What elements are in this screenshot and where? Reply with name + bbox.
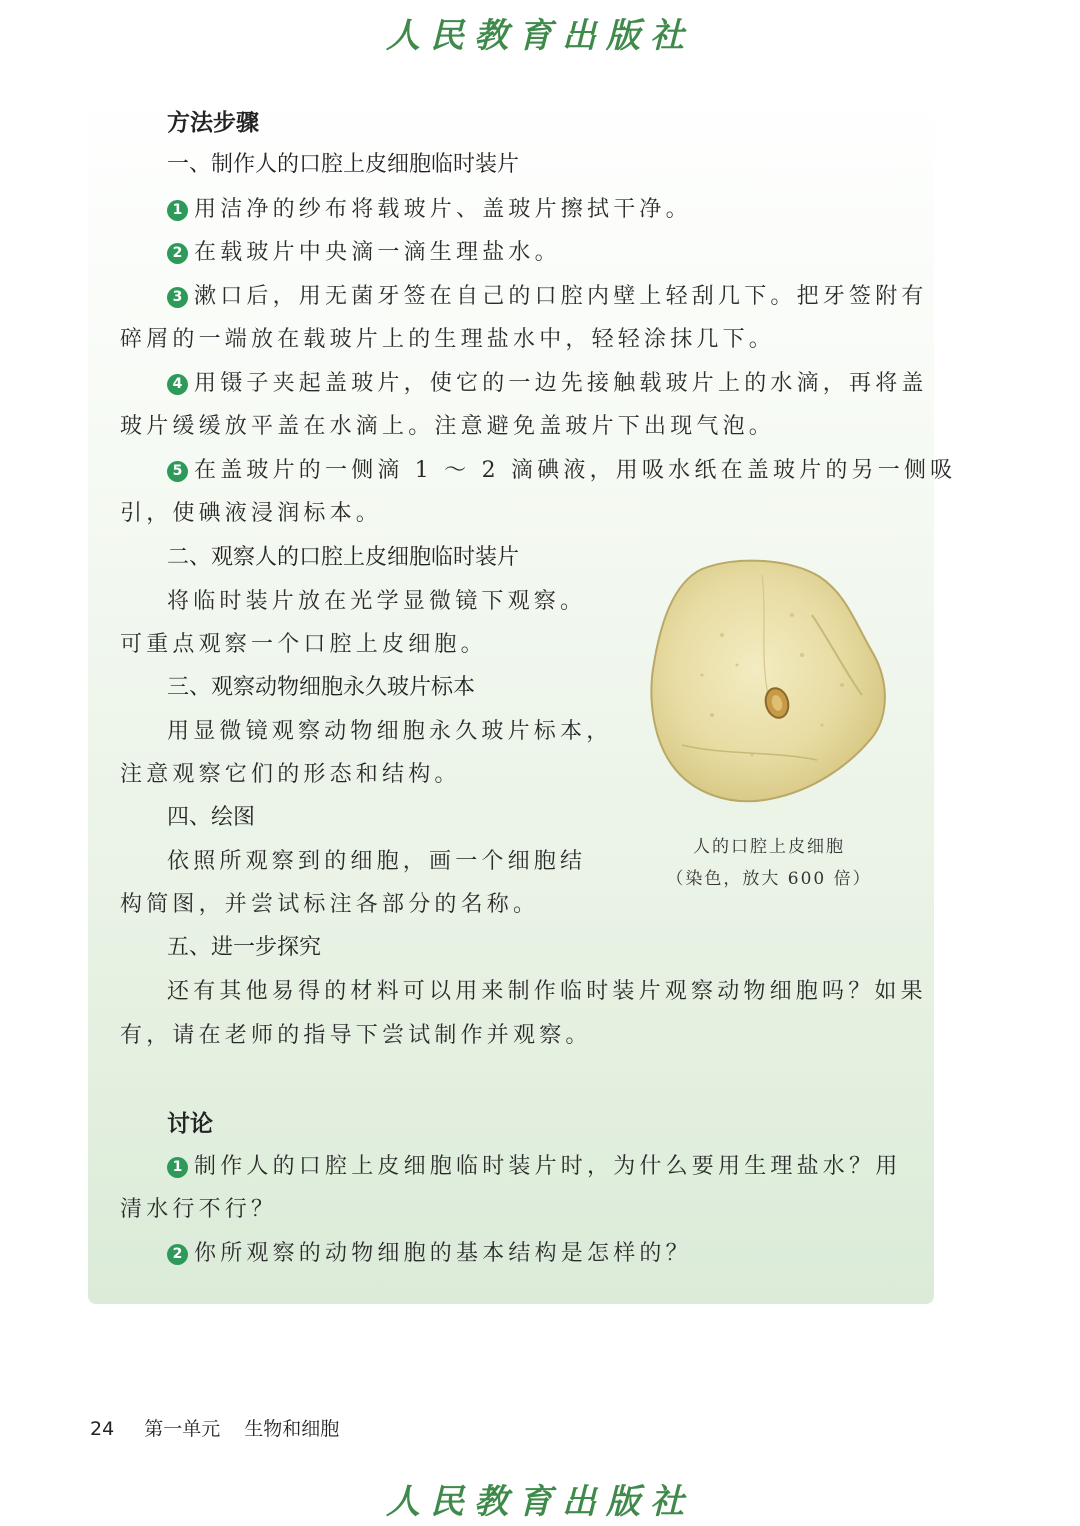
- step-2: [167, 235, 561, 266]
- section3-title: 三、观察动物细胞永久玻片标本: [167, 675, 476, 700]
- section2-title: 二、观察人的口腔上皮细胞临时装片: [167, 545, 520, 570]
- unit-title: 生物和细胞: [244, 1418, 340, 1440]
- section2-line1: 将临时装片放在光学显微镜下观察。: [167, 589, 587, 614]
- step-number-badge: 1: [167, 200, 188, 221]
- section2-line2: 可重点观察一个口腔上皮细胞。: [120, 632, 487, 657]
- step-3-text-line2: 碎屑的一端放在载玻片上的生理盐水中，轻轻涂抹几下。: [120, 327, 776, 352]
- unit-label: 第一单元: [144, 1418, 221, 1440]
- section5-title: 五、进一步探究: [167, 935, 322, 960]
- publisher-logo-bottom: 人民教育出版社: [386, 1482, 694, 1522]
- section5-line1: 还有其他易得的材料可以用来制作临时装片观察动物细胞吗？如果: [167, 979, 927, 1004]
- section4-title: 四、绘图: [167, 805, 256, 830]
- section3-line2: 注意观察它们的形态和结构。: [120, 762, 461, 787]
- discussion-heading: 讨论: [167, 1111, 213, 1137]
- method-heading: 方法步骤: [167, 110, 259, 136]
- step-5: [167, 453, 956, 484]
- section4-line1: 依照所观察到的细胞，画一个细胞结: [167, 849, 587, 874]
- step-1-text: 用洁净的纱布将载玻片、盖玻片擦拭干净。: [194, 197, 692, 222]
- step-number-badge: 2: [167, 243, 188, 264]
- discussion-item-1-line1: 制作人的口腔上皮细胞临时装片时，为什么要用生理盐水？用: [194, 1154, 902, 1179]
- figure-caption-line2: （染色，放大 600 倍）: [666, 869, 872, 889]
- page-footer: [90, 1414, 363, 1441]
- discussion-number-badge: 1: [167, 1157, 188, 1178]
- step-4-text-line1: 用镊子夹起盖玻片，使它的一边先接触载玻片上的水滴，再将盖: [194, 371, 928, 396]
- section1-title: 一、制作人的口腔上皮细胞临时装片: [167, 152, 520, 177]
- step-5-text-line2: 引，使碘液浸润标本。: [120, 501, 383, 526]
- step-2-text: 在载玻片中央滴一滴生理盐水。: [194, 240, 561, 265]
- step-number-badge: 3: [167, 287, 188, 308]
- section3-line1: 用显微镜观察动物细胞永久玻片标本，: [167, 719, 613, 744]
- discussion-item-2-line1: 你所观察的动物细胞的基本结构是怎样的？: [194, 1241, 692, 1266]
- discussion-item-2: [167, 1236, 692, 1267]
- step-number-badge: 5: [167, 461, 188, 482]
- page-number: 24: [90, 1418, 115, 1440]
- step-1: [167, 192, 692, 223]
- section5-line2: 有，请在老师的指导下尝试制作并观察。: [120, 1023, 592, 1048]
- step-3-text-line1: 漱口后，用无菌牙签在自己的口腔内壁上轻刮几下。把牙签附有: [194, 284, 928, 309]
- discussion-item-1-line2: 清水行不行？: [120, 1197, 278, 1222]
- step-4: [167, 366, 928, 397]
- section4-line2: 构简图，并尝试标注各部分的名称。: [120, 892, 540, 917]
- cheek-cell-micrograph: [642, 555, 892, 815]
- step-5-text-line1: 在盖玻片的一侧滴 1 ～ 2 滴碘液，用吸水纸在盖玻片的另一侧吸: [194, 458, 957, 483]
- step-3: [167, 279, 928, 310]
- discussion-number-badge: 2: [167, 1244, 188, 1265]
- step-number-badge: 4: [167, 374, 188, 395]
- step-4-text-line2: 玻片缓缓放平盖在水滴上。注意避免盖玻片下出现气泡。: [120, 414, 776, 439]
- publisher-logo-top: 人民教育出版社: [386, 16, 694, 56]
- discussion-item-1: [167, 1149, 901, 1180]
- figure-caption-line1: 人的口腔上皮细胞: [693, 837, 845, 857]
